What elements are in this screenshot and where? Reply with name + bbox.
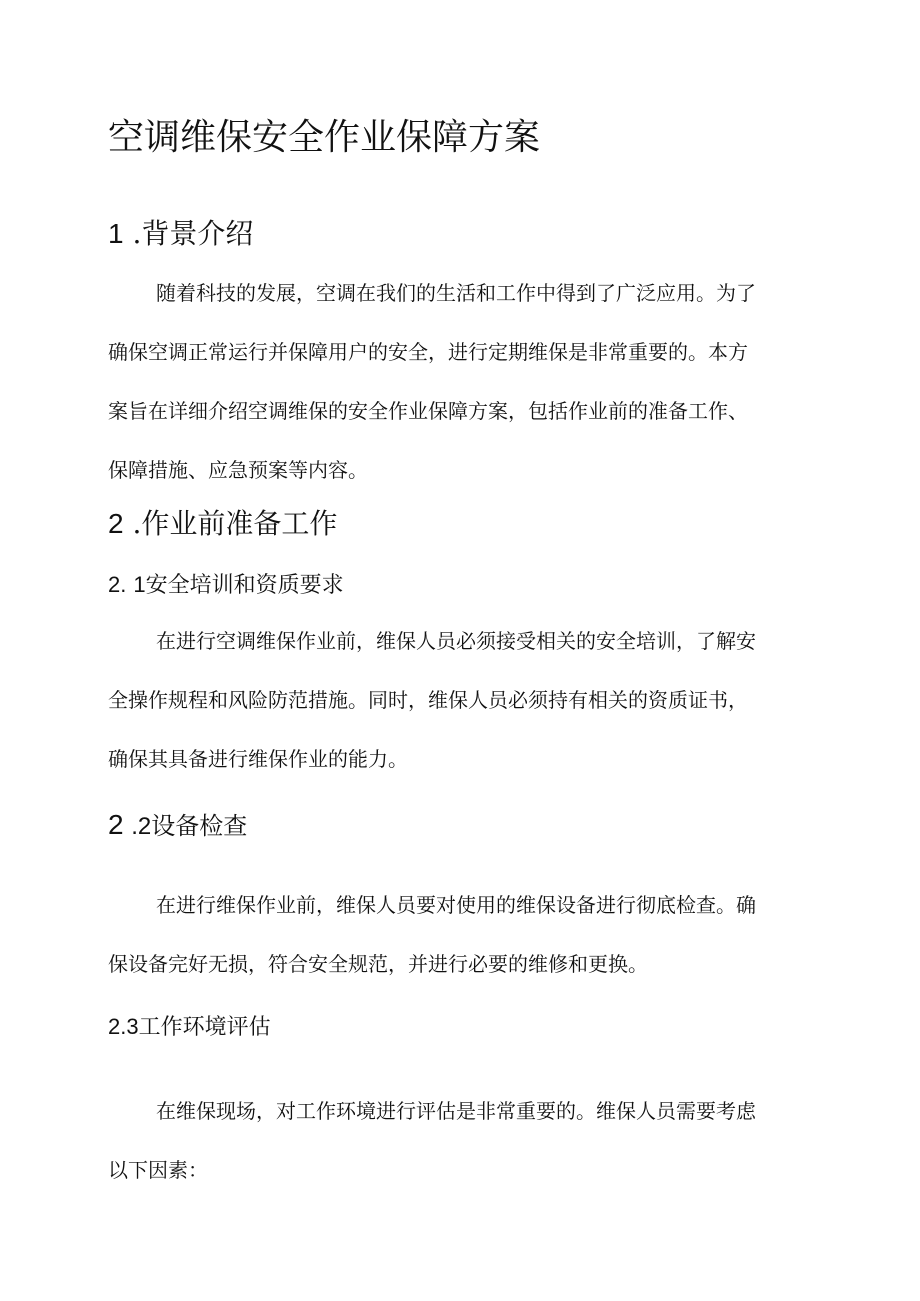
- section-number: 2: [108, 508, 124, 539]
- paragraph-line: 随着科技的发展，空调在我们的生活和工作中得到了广泛应用。为了: [156, 281, 756, 305]
- paragraph-equipment: [108, 876, 804, 994]
- subsection-number-part: 1: [133, 572, 146, 597]
- paragraph-line: 保设备完好无损，符合安全规范，并进行必要的维修和更换。: [108, 952, 648, 976]
- paragraph-environment: [108, 1082, 804, 1200]
- paragraph-background: [108, 264, 804, 500]
- subsection-number: 2.3: [108, 1014, 139, 1039]
- paragraph-line: 全操作规程和风险防范措施。同时，维保人员必须持有相关的资质证书，: [108, 688, 748, 712]
- subsection-title: 设备检查: [151, 812, 248, 840]
- subsection-heading-equipment: [108, 809, 247, 843]
- paragraph-line: 以下因素：: [108, 1158, 208, 1182]
- paragraph-training: [108, 612, 804, 789]
- section-heading-preparation: [108, 504, 337, 544]
- paragraph-line: 确保空调正常运行并保障用户的安全，进行定期维保是非常重要的。本方: [108, 340, 748, 364]
- subsection-heading-training: [108, 569, 344, 602]
- paragraph-line: 确保其具备进行维保作业的能力。: [108, 747, 408, 771]
- paragraph-line: 案旨在详细介绍空调维保的安全作业保障方案，包括作业前的准备工作、: [108, 399, 748, 423]
- section-title: .作业前准备工作: [132, 507, 338, 540]
- section-title: .背景介绍: [132, 217, 254, 250]
- subsection-number-part: .2: [131, 813, 152, 840]
- subsection-number: 2.: [108, 572, 127, 597]
- subsection-title: 安全培训和资质要求: [145, 573, 344, 598]
- document-title: 空调维保安全作业保障方案: [108, 117, 541, 158]
- subsection-number: 2: [108, 809, 124, 840]
- paragraph-line: 在进行空调维保作业前，维保人员必须接受相关的安全培训，了解安: [156, 629, 756, 653]
- section-number: 1: [108, 218, 124, 249]
- subsection-title: 工作环境评估: [138, 1015, 271, 1040]
- paragraph-line: 保障措施、应急预案等内容。: [108, 458, 368, 482]
- paragraph-line: 在维保现场，对工作环境进行评估是非常重要的。维保人员需要考虑: [156, 1099, 756, 1123]
- subsection-heading-environment: [108, 1011, 271, 1044]
- section-heading-background: [108, 214, 253, 254]
- paragraph-line: 在进行维保作业前，维保人员要对使用的维保设备进行彻底检查。确: [156, 893, 756, 917]
